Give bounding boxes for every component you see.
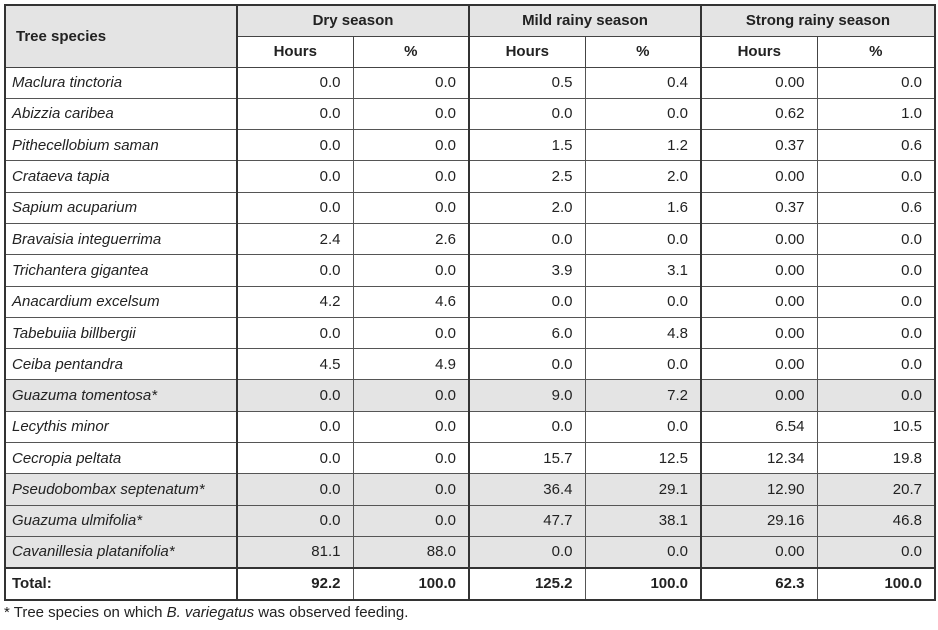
value-cell: 0.00 — [701, 349, 817, 380]
total-value-cell: 100.0 — [817, 568, 935, 600]
value-cell: 0.0 — [817, 67, 935, 98]
table-row — [5, 223, 935, 254]
value-cell: 0.4 — [585, 67, 701, 98]
value-cell: 2.0 — [585, 161, 701, 192]
value-cell: 0.62 — [701, 98, 817, 129]
total-value-cell: 92.2 — [237, 568, 353, 600]
value-cell: 0.0 — [817, 380, 935, 411]
value-cell: 0.5 — [469, 67, 585, 98]
value-cell: 0.0 — [469, 411, 585, 442]
value-cell: 6.0 — [469, 317, 585, 348]
value-cell: 2.0 — [469, 192, 585, 223]
species-name: Ceiba pentandra — [5, 349, 237, 380]
value-cell: 46.8 — [817, 505, 935, 536]
value-cell: 0.0 — [585, 349, 701, 380]
table-row — [5, 505, 935, 536]
table-row — [5, 411, 935, 442]
species-name: Trichantera gigantea — [5, 255, 237, 286]
species-name: Pithecellobium saman — [5, 130, 237, 161]
footnote-suffix: was observed feeding. — [254, 604, 409, 621]
value-cell: 6.54 — [701, 411, 817, 442]
total-row — [5, 568, 935, 600]
table-row — [5, 161, 935, 192]
value-cell: 0.37 — [701, 130, 817, 161]
value-cell: 0.0 — [237, 130, 353, 161]
sub-header-strong-percent: % — [817, 36, 935, 67]
value-cell: 0.0 — [237, 380, 353, 411]
value-cell: 20.7 — [817, 474, 935, 505]
data-table-container — [4, 4, 934, 601]
table-row — [5, 192, 935, 223]
sub-header-strong-hours: Hours — [701, 36, 817, 67]
value-cell: 0.0 — [585, 223, 701, 254]
table-row — [5, 474, 935, 505]
value-cell: 0.0 — [469, 536, 585, 567]
sub-header-mild-hours: Hours — [469, 36, 585, 67]
value-cell: 0.0 — [817, 317, 935, 348]
value-cell: 0.37 — [701, 192, 817, 223]
value-cell: 1.6 — [585, 192, 701, 223]
value-cell: 0.00 — [701, 286, 817, 317]
value-cell: 0.00 — [701, 223, 817, 254]
table-footnote — [4, 604, 408, 621]
table-row — [5, 130, 935, 161]
sub-header-mild-percent: % — [585, 36, 701, 67]
species-name: Crataeva tapia — [5, 161, 237, 192]
value-cell: 0.0 — [237, 192, 353, 223]
value-cell: 29.16 — [701, 505, 817, 536]
value-cell: 0.0 — [237, 317, 353, 348]
value-cell: 0.0 — [817, 349, 935, 380]
value-cell: 0.0 — [585, 98, 701, 129]
species-name: Lecythis minor — [5, 411, 237, 442]
value-cell: 0.00 — [701, 161, 817, 192]
value-cell: 0.0 — [469, 98, 585, 129]
species-name: Cavanillesia platanifolia* — [5, 536, 237, 567]
value-cell: 38.1 — [585, 505, 701, 536]
species-name: Cecropia peltata — [5, 443, 237, 474]
value-cell: 0.00 — [701, 536, 817, 567]
value-cell: 0.00 — [701, 255, 817, 286]
value-cell: 0.0 — [353, 474, 469, 505]
value-cell: 0.0 — [237, 161, 353, 192]
value-cell: 4.5 — [237, 349, 353, 380]
species-name: Tabebuiia billbergii — [5, 317, 237, 348]
value-cell: 0.0 — [353, 411, 469, 442]
value-cell: 1.0 — [817, 98, 935, 129]
value-cell: 0.0 — [353, 161, 469, 192]
value-cell: 19.8 — [817, 443, 935, 474]
table-row — [5, 349, 935, 380]
table-row — [5, 317, 935, 348]
value-cell: 0.00 — [701, 380, 817, 411]
species-name: Guazuma ulmifolia* — [5, 505, 237, 536]
value-cell: 4.6 — [353, 286, 469, 317]
total-value-cell: 62.3 — [701, 568, 817, 600]
footnote-species: B. variegatus — [166, 604, 255, 621]
value-cell: 0.0 — [469, 223, 585, 254]
value-cell: 0.0 — [353, 505, 469, 536]
table-body — [5, 67, 935, 600]
value-cell: 0.0 — [469, 286, 585, 317]
species-column-header: Tree species — [5, 5, 237, 67]
table-row — [5, 443, 935, 474]
footnote-prefix: * Tree species on which — [4, 604, 167, 621]
tree-species-table — [4, 4, 936, 601]
value-cell: 0.0 — [353, 255, 469, 286]
value-cell: 0.00 — [701, 317, 817, 348]
value-cell: 1.5 — [469, 130, 585, 161]
value-cell: 7.2 — [585, 380, 701, 411]
value-cell: 0.0 — [585, 286, 701, 317]
sub-header-dry-percent: % — [353, 36, 469, 67]
value-cell: 0.0 — [353, 380, 469, 411]
sub-header-dry-hours: Hours — [237, 36, 353, 67]
table-row — [5, 98, 935, 129]
value-cell: 0.0 — [353, 67, 469, 98]
value-cell: 81.1 — [237, 536, 353, 567]
value-cell: 88.0 — [353, 536, 469, 567]
total-value-cell: 100.0 — [353, 568, 469, 600]
value-cell: 29.1 — [585, 474, 701, 505]
value-cell: 12.90 — [701, 474, 817, 505]
value-cell: 0.00 — [701, 67, 817, 98]
value-cell: 12.5 — [585, 443, 701, 474]
value-cell: 0.0 — [237, 443, 353, 474]
value-cell: 0.0 — [585, 536, 701, 567]
value-cell: 0.0 — [817, 161, 935, 192]
species-name: Maclura tinctoria — [5, 67, 237, 98]
value-cell: 10.5 — [817, 411, 935, 442]
value-cell: 0.0 — [237, 98, 353, 129]
value-cell: 0.0 — [817, 536, 935, 567]
total-value-cell: 100.0 — [585, 568, 701, 600]
table-header — [5, 5, 935, 67]
value-cell: 0.0 — [817, 223, 935, 254]
value-cell: 0.6 — [817, 192, 935, 223]
value-cell: 0.0 — [237, 474, 353, 505]
value-cell: 0.0 — [237, 255, 353, 286]
table-row — [5, 255, 935, 286]
value-cell: 2.5 — [469, 161, 585, 192]
value-cell: 0.0 — [353, 98, 469, 129]
value-cell: 4.8 — [585, 317, 701, 348]
species-name: Sapium acuparium — [5, 192, 237, 223]
value-cell: 0.0 — [469, 349, 585, 380]
value-cell: 3.9 — [469, 255, 585, 286]
value-cell: 2.4 — [237, 223, 353, 254]
value-cell: 0.0 — [237, 505, 353, 536]
value-cell: 0.0 — [817, 255, 935, 286]
value-cell: 0.0 — [353, 317, 469, 348]
group-header-dry-season: Dry season — [237, 5, 469, 36]
value-cell: 1.2 — [585, 130, 701, 161]
species-name: Bravaisia integuerrima — [5, 223, 237, 254]
value-cell: 3.1 — [585, 255, 701, 286]
value-cell: 0.0 — [237, 67, 353, 98]
value-cell: 36.4 — [469, 474, 585, 505]
value-cell: 0.0 — [237, 411, 353, 442]
value-cell: 0.0 — [585, 411, 701, 442]
value-cell: 0.0 — [817, 286, 935, 317]
total-label: Total: — [5, 568, 237, 600]
species-name: Guazuma tomentosa* — [5, 380, 237, 411]
value-cell: 15.7 — [469, 443, 585, 474]
group-header-strong-rainy-season: Strong rainy season — [701, 5, 935, 36]
value-cell: 4.9 — [353, 349, 469, 380]
species-name: Anacardium excelsum — [5, 286, 237, 317]
value-cell: 0.6 — [817, 130, 935, 161]
table-row — [5, 380, 935, 411]
species-name: Pseudobombax septenatum* — [5, 474, 237, 505]
species-name: Abizzia caribea — [5, 98, 237, 129]
table-row — [5, 286, 935, 317]
value-cell: 0.0 — [353, 192, 469, 223]
table-row — [5, 536, 935, 567]
total-value-cell: 125.2 — [469, 568, 585, 600]
table-row — [5, 67, 935, 98]
value-cell: 2.6 — [353, 223, 469, 254]
value-cell: 47.7 — [469, 505, 585, 536]
value-cell: 4.2 — [237, 286, 353, 317]
value-cell: 0.0 — [353, 443, 469, 474]
value-cell: 9.0 — [469, 380, 585, 411]
value-cell: 12.34 — [701, 443, 817, 474]
value-cell: 0.0 — [353, 130, 469, 161]
group-header-mild-rainy-season: Mild rainy season — [469, 5, 701, 36]
